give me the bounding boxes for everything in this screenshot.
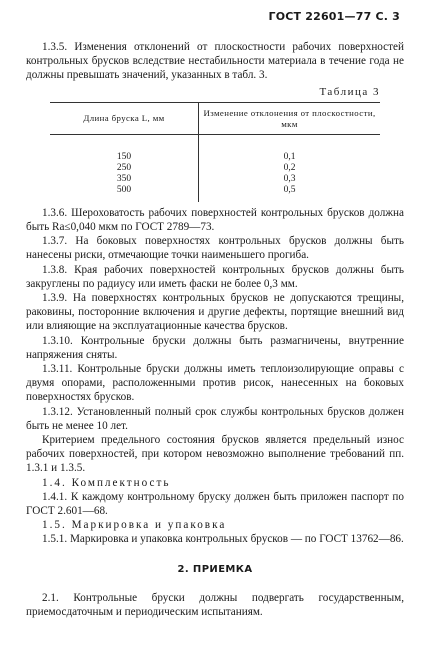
paragraph-criterion: Критерием предельного состояния брусков является предельный износ рабочих поверхностей, при котором невозможно выполнение требований пп. 1.3.1 и 1.3.5. [26,434,404,475]
paragraph-2-1: 2.1. Контрольные бруски должны подвергать государственным, приемосдаточным и периодическим испытаниям. [26,591,404,619]
heading-1-4: 1.4. Комплектность [42,476,171,489]
heading-1-5: 1.5. Маркировка и упаковка [42,519,227,532]
cell-deviation: 0,3 [199,174,381,185]
cell-deviation: 0,2 [199,163,381,174]
paragraph-1-3-10: 1.3.10. Контрольные бруски должны быть размагничены, внутренние напряжения сняты. [26,334,404,361]
table-row [50,134,380,163]
paragraph-1-5-1: 1.5.1. Маркировка и упаковка контрольных брусков — по ГОСТ 13762—86. [42,533,404,546]
paragraph-1-3-6: 1.3.6. Шероховатость рабочих поверхностей контрольных брусков должна быть Ra≤0,040 мкм по ГОСТ 2789—73. [26,206,404,234]
table-3 [50,102,380,202]
paragraph-1-3-12: 1.3.12. Установленный полный срок службы контрольных брусков должен быть не менее 10 лет. [26,405,404,432]
paragraph-1-4-1: 1.4.1. К каждому контрольному бруску должен быть приложен паспорт по ГОСТ 2.601—68. [26,490,404,518]
table-row [50,163,380,174]
column-header-deviation: Изменение отклонения от плоскостности, мкм [199,102,381,134]
paragraph-1-3-9: 1.3.9. На поверхностях контрольных брусков не допускаются трещины, раковины, посторонние включения и другие дефекты, портящие внешний вид или влияющие на эксплуатационные качества брусков. [26,292,404,333]
paragraph-1-3-5: 1.3.5. Изменения отклонений от плоскостности рабочих поверхностей контрольных брусков вследствие нестабильности материала в течение года не должны превышать значений, указанных в табл. 3. [26,41,404,82]
table-row [50,174,380,185]
section-heading-2: 2. ПРИЕМКА [177,563,253,575]
cell-deviation: 0,5 [199,185,381,202]
cell-deviation: 0,1 [199,134,381,163]
table-row [50,185,380,202]
document-body [26,40,404,619]
cell-length: 500 [116,184,132,195]
paragraph-1-3-8: 1.3.8. Края рабочих поверхностей контрольных брусков должны быть закруглены по радиусу или иметь фаски не более 0,3 мм. [26,263,404,290]
cell-length: 350 [116,173,132,184]
table-caption: Таблица 3 [319,85,380,98]
paragraph-1-3-11: 1.3.11. Контрольные бруски должны иметь теплоизолирующие оправы с двумя опорами, расположенными против рисок, нанесенных на боковых поверхностях брусков. [26,363,404,404]
cell-length: 250 [116,162,132,173]
table-header-row [50,102,380,134]
page-header: ГОСТ 22601—77 С. 3 [268,10,400,23]
paragraph-1-3-7: 1.3.7. На боковых поверхностях контрольных брусков должны быть нанесены риски, отмечающие точки наименьшего прогиба. [26,235,404,262]
column-header-length: Длина бруска L, мм [50,102,199,134]
cell-length: 150 [116,151,132,162]
